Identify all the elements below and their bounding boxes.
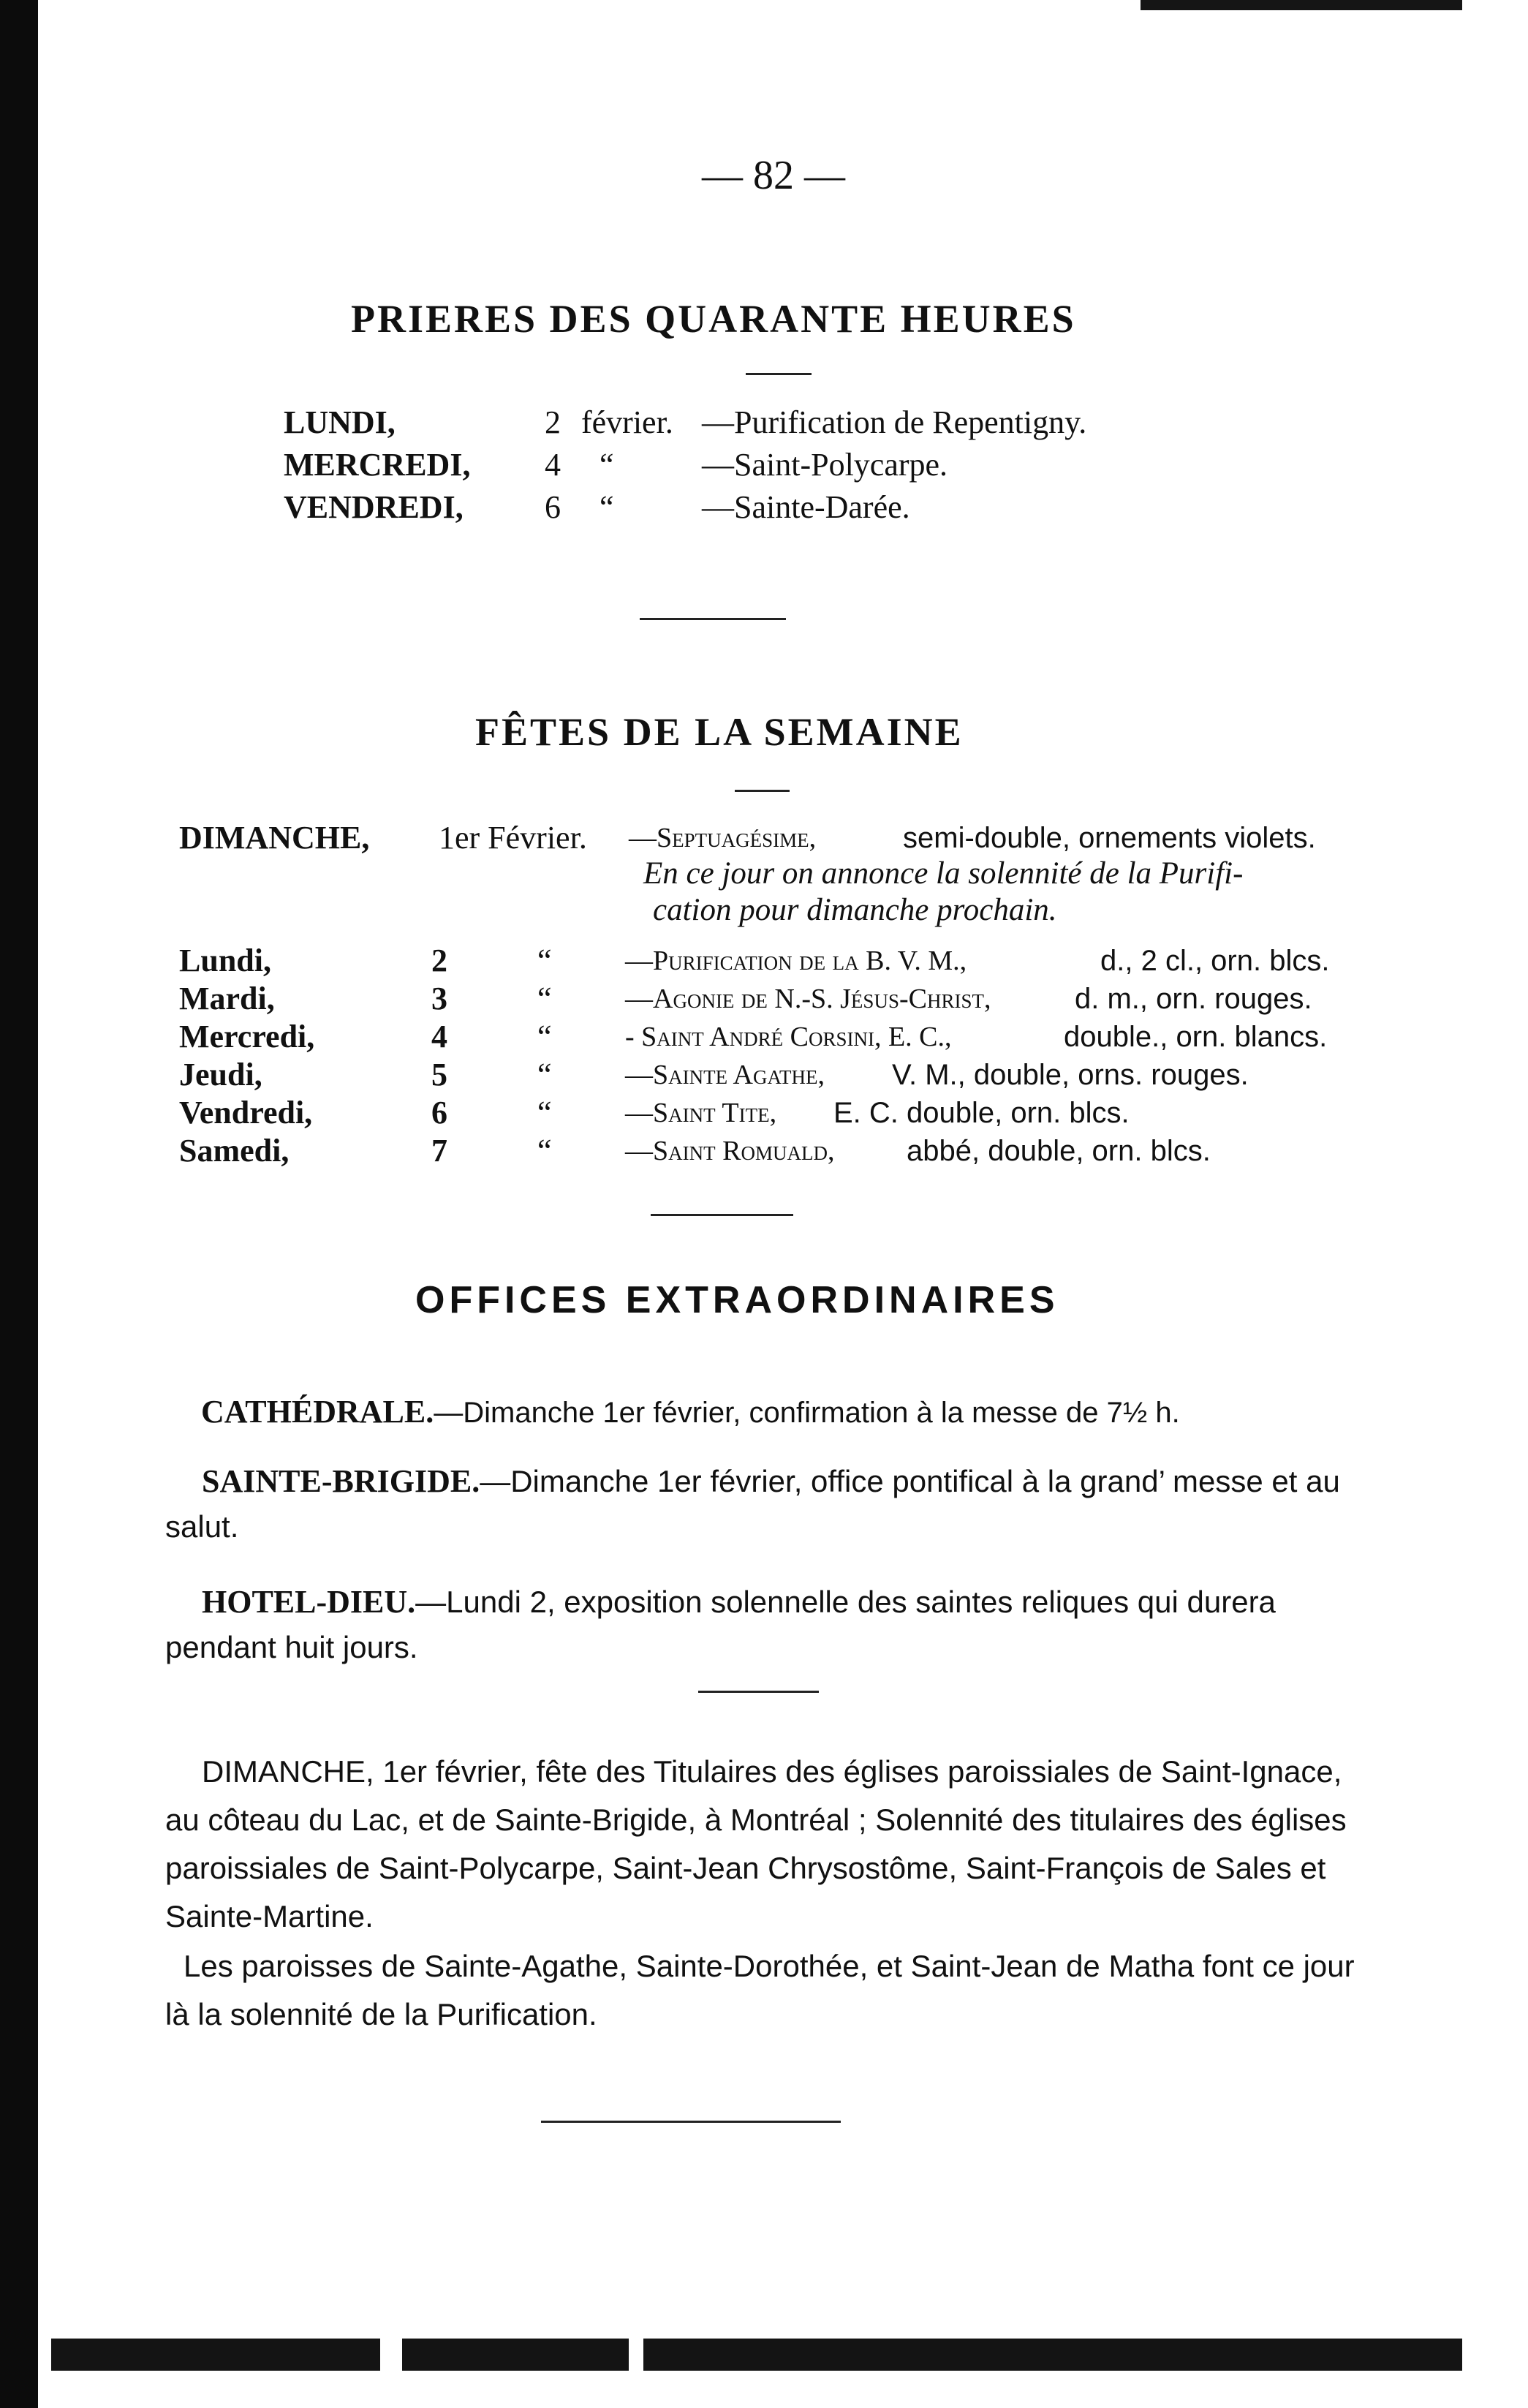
prieres-day: MERCREDI,: [284, 447, 471, 483]
fetes-day: Mercredi,: [179, 1019, 315, 1054]
fetes-feast: - Saint André Corsini, E. C.,: [625, 1022, 952, 1052]
prieres-heading: PRIERES DES QUARANTE HEURES: [351, 297, 1076, 341]
fetes-day: DIMANCHE,: [179, 820, 370, 856]
prieres-date: 6: [545, 489, 561, 525]
divider: [541, 2121, 841, 2123]
office-item: [165, 1459, 1379, 1550]
office-place: SAINTE-BRIGIDE.: [202, 1463, 480, 1499]
prieres-date: 2: [545, 404, 561, 440]
prieres-day: LUNDI,: [284, 404, 396, 440]
fetes-ditto: “: [537, 981, 552, 1016]
office-place: CATHÉDRALE.: [201, 1394, 434, 1430]
fetes-date: 4: [431, 1019, 447, 1054]
fetes-ditto: “: [537, 1057, 552, 1092]
fetes-detail: double., orn. blancs.: [1064, 1021, 1328, 1053]
divider: [651, 1214, 793, 1216]
office-text: —Dimanche 1er février, confirmation à la messe de 7½ h.: [434, 1397, 1180, 1429]
prieres-month: “: [600, 489, 614, 525]
fetes-day: Samedi,: [179, 1133, 290, 1169]
prieres-event: —Sainte-Darée.: [702, 489, 910, 525]
office-item: [201, 1393, 1180, 1430]
fetes-day: Vendredi,: [179, 1095, 313, 1131]
scan-left-border: [0, 0, 38, 2408]
fetes-date: 3: [431, 981, 447, 1016]
closing-paragraph: DIMANCHE, 1er février, fête des Titulaires des églises paroissiales de Saint-Ignace, au côteau du Lac, et de Sainte-Brigide, à Montréal ; Solennité des titulaires des églises paroissiales de Saint-Polycarpe, Saint-Jean Chrysostôme, Saint-François de Sales et Sainte-Martine.: [165, 1754, 1347, 1933]
fetes-feast: —Sainte Agathe,: [625, 1060, 825, 1090]
prieres-month: “: [600, 447, 614, 483]
fetes-date: 6: [431, 1095, 447, 1131]
fetes-feast: —Septuagésime,: [629, 823, 817, 853]
fetes-ditto: “: [537, 1095, 552, 1131]
prieres-event: —Saint-Polycarpe.: [702, 447, 948, 483]
fetes-feast: —Saint Romuald,: [625, 1136, 835, 1166]
fetes-feast: —Purification de la B. V. M.,: [625, 946, 967, 976]
fetes-detail: d. m., orn. rouges.: [1075, 983, 1312, 1015]
fetes-heading: FÊTES DE LA SEMAINE: [475, 710, 964, 754]
divider: [698, 1691, 819, 1693]
office-item: [165, 1579, 1379, 1670]
office-text: —Dimanche 1er février, office pontifical à la grand’ messe et au salut.: [165, 1464, 1340, 1544]
scan-bottom-gap: [629, 2339, 643, 2371]
fetes-detail: semi-double, ornements violets.: [903, 822, 1316, 854]
prieres-day: VENDREDI,: [284, 489, 464, 525]
fetes-day: Mardi,: [179, 981, 275, 1016]
scan-bottom-gap: [380, 2339, 402, 2371]
fetes-ditto: “: [537, 943, 552, 978]
fetes-detail: E. C. double, orn. blcs.: [833, 1097, 1130, 1129]
fetes-note-line: cation pour dimanche prochain.: [653, 893, 1057, 927]
divider: [735, 790, 790, 792]
fetes-ditto: “: [537, 1133, 552, 1169]
fetes-day: Jeudi,: [179, 1057, 262, 1092]
divider: [746, 373, 812, 375]
fetes-feast: —Saint Tite,: [625, 1098, 777, 1128]
office-text: —Lundi 2, exposition solennelle des saintes reliques qui durera pendant huit jours.: [165, 1585, 1276, 1664]
prieres-event: —Purification de Repentigny.: [702, 404, 1087, 440]
office-place: HOTEL-DIEU.: [202, 1584, 416, 1620]
fetes-note-line: En ce jour on annonce la solennité de la Purifi-: [643, 856, 1244, 891]
prieres-month: février.: [581, 404, 673, 440]
fetes-day: Lundi,: [179, 943, 271, 978]
offices-heading: OFFICES EXTRAORDINAIRES: [415, 1279, 1059, 1321]
divider: [640, 618, 786, 620]
fetes-detail: d., 2 cl., orn. blcs.: [1100, 945, 1330, 977]
scan-bottom-border: [51, 2339, 1462, 2371]
page-number: — 82 —: [702, 153, 845, 198]
fetes-ditto: “: [537, 1019, 552, 1054]
fetes-date: 5: [431, 1057, 447, 1092]
fetes-date: 1er Février.: [439, 820, 587, 856]
fetes-detail: abbé, double, orn. blcs.: [907, 1135, 1211, 1167]
prieres-date: 4: [545, 447, 561, 483]
closing-paragraph: Les paroisses de Sainte-Agathe, Sainte-Dorothée, et Saint-Jean de Matha font ce jour là la solennité de la Purification.: [165, 1949, 1355, 2031]
fetes-detail: V. M., double, orns. rouges.: [892, 1059, 1249, 1091]
fetes-date: 7: [431, 1133, 447, 1169]
scan-top-mark: [1141, 0, 1462, 10]
fetes-date: 2: [431, 943, 447, 978]
fetes-feast: —Agonie de N.-S. Jésus-Christ,: [625, 984, 991, 1014]
